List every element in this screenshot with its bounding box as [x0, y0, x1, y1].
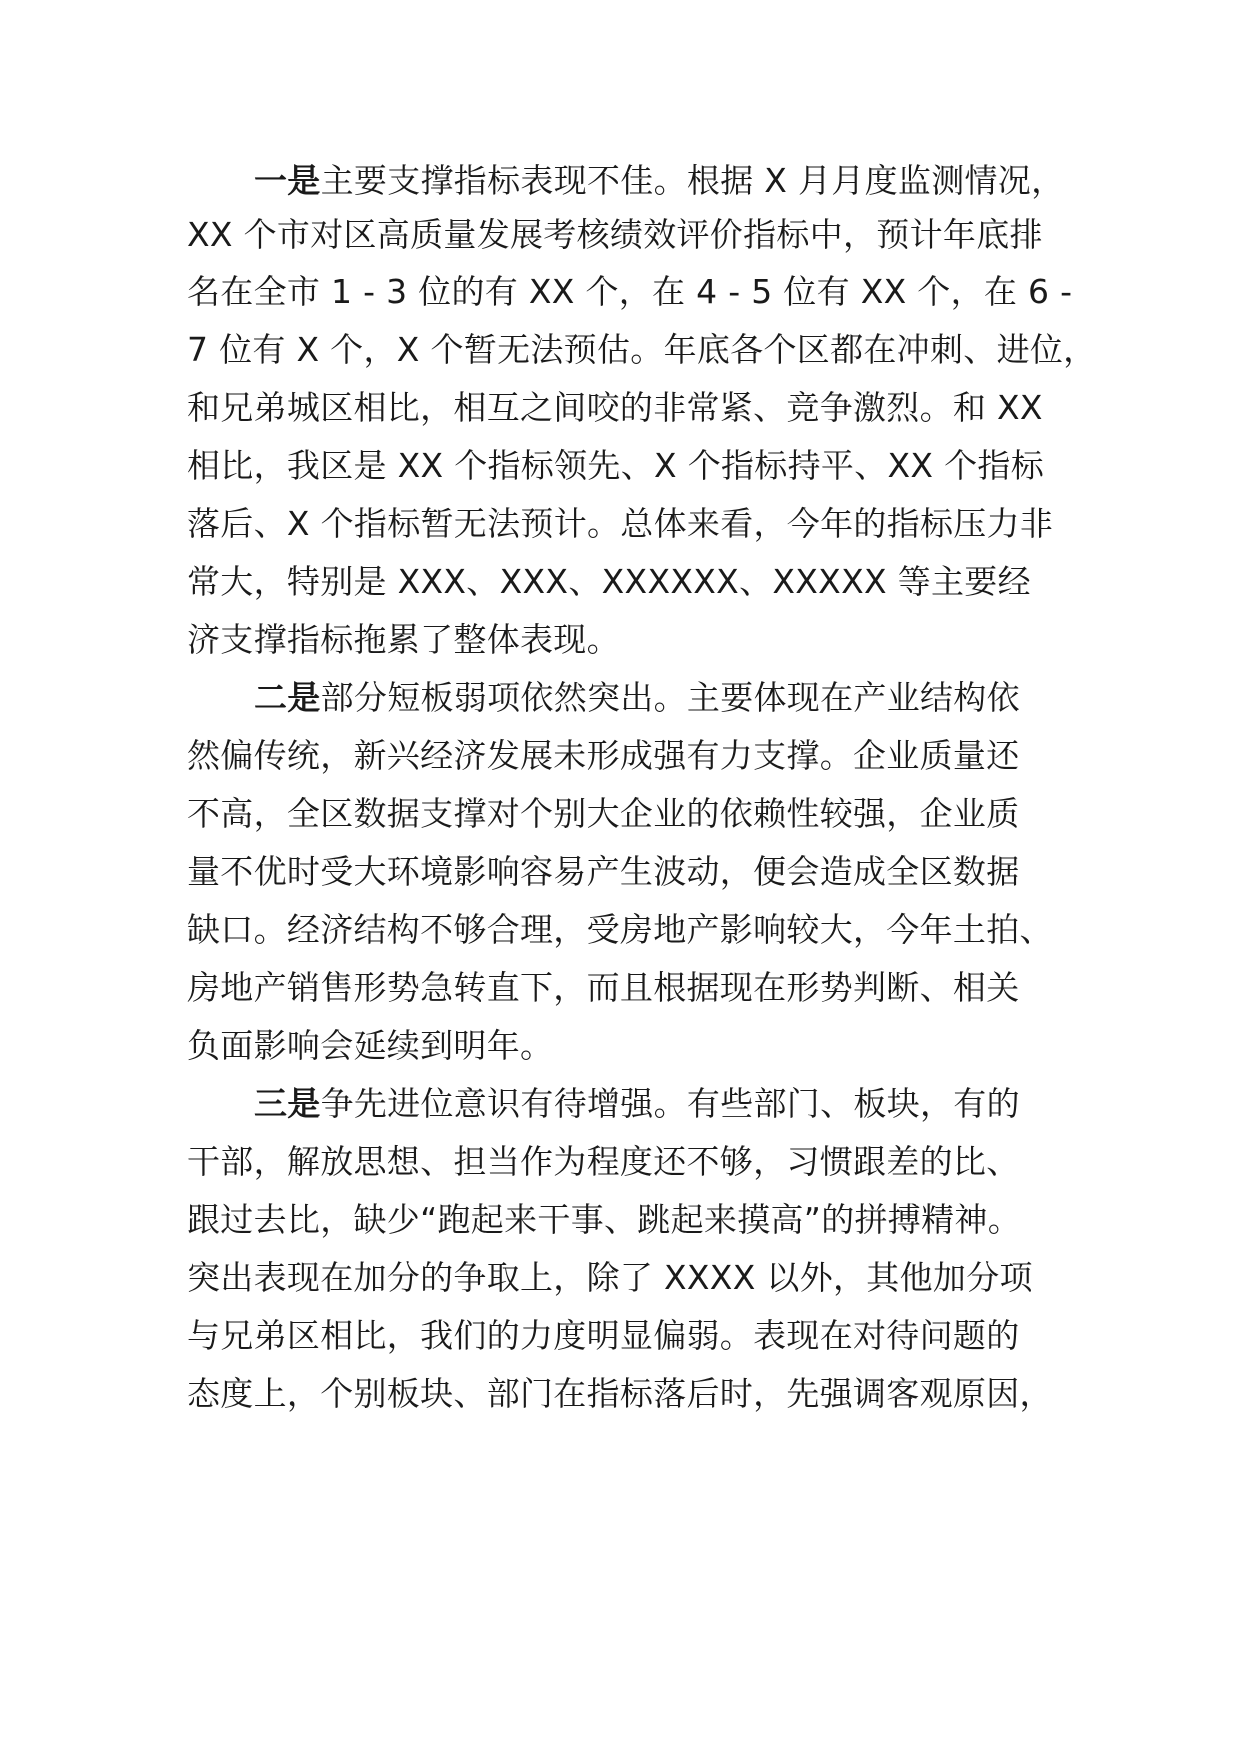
paragraph-3-line-3: 跟过去比，缺少“跑起来干事、跳起来摸高”的拼搏精神。 [187, 1200, 1021, 1239]
paragraph-2-line-1 [254, 678, 1020, 718]
paragraph-1-line-9: 济支撑指标拖累了整体表现。 [187, 620, 620, 659]
paragraph-3-line-1 [254, 1084, 1020, 1124]
paragraph-3-lead: 三是 [254, 1084, 321, 1123]
paragraph-2-line-3: 不高，全区数据支撑对个别大企业的依赖性较强，企业质 [187, 794, 1020, 833]
paragraph-3-line-2: 干部，解放思想、担当作为程度还不够，习惯跟差的比、 [187, 1142, 1020, 1181]
paragraph-3-line-4: 突出表现在加分的争取上，除了 XXXX 以外，其他加分项 [187, 1258, 1033, 1297]
paragraph-1-line-6: 相比，我区是 XX 个指标领先、X 个指标持平、XX 个指标 [187, 446, 1044, 485]
paragraph-2-line-6: 房地产销售形势急转直下，而且根据现在形势判断、相关 [187, 968, 1020, 1007]
paragraph-1-line-5: 和兄弟城区相比，相互之间咬的非常紧、竞争激烈。和 XX [187, 388, 1043, 427]
paragraph-2-line-1-text: 部分短板弱项依然突出。主要体现在产业结构依 [320, 678, 1020, 717]
paragraph-1-line-1-text: 主要支撑指标表现不佳。根据 X 月月度监测情况， [320, 161, 1065, 200]
paragraph-1-line-3: 名在全市 1 - 3 位的有 XX 个，在 4 - 5 位有 XX 个，在 6 - [187, 272, 1073, 311]
paragraph-1-line-4: 7 位有 X 个，X 个暂无法预估。年底各个区都在冲刺、进位， [187, 330, 1097, 369]
paragraph-2-line-7: 负面影响会延续到明年。 [187, 1026, 554, 1065]
paragraph-1-line-2: XX 个市对区高质量发展考核绩效评价指标中，预计年底排 [187, 215, 1043, 254]
paragraph-2-line-4: 量不优时受大环境影响容易产生波动，便会造成全区数据 [187, 852, 1020, 891]
paragraph-2-lead: 二是 [254, 678, 321, 717]
paragraph-1-line-7: 落后、X 个指标暂无法预计。总体来看，今年的指标压力非 [187, 504, 1054, 543]
paragraph-3-line-1-text: 争先进位意识有待增强。有些部门、板块，有的 [320, 1084, 1020, 1123]
paragraph-1-line-1 [254, 161, 1064, 201]
paragraph-3-line-5: 与兄弟区相比，我们的力度明显偏弱。表现在对待问题的 [187, 1316, 1020, 1355]
paragraph-2-line-5: 缺口。经济结构不够合理，受房地产影响较大，今年土拍、 [187, 910, 1053, 949]
paragraph-1-lead: 一是 [254, 161, 321, 200]
paragraph-3-line-6: 态度上，个别板块、部门在指标落后时，先强调客观原因， [187, 1374, 1053, 1413]
paragraph-2-line-2: 然偏传统，新兴经济发展未形成强有力支撑。企业质量还 [187, 736, 1020, 775]
paragraph-1-line-8: 常大，特别是 XXX、XXX、XXXXXX、XXXXX 等主要经 [187, 562, 1031, 601]
